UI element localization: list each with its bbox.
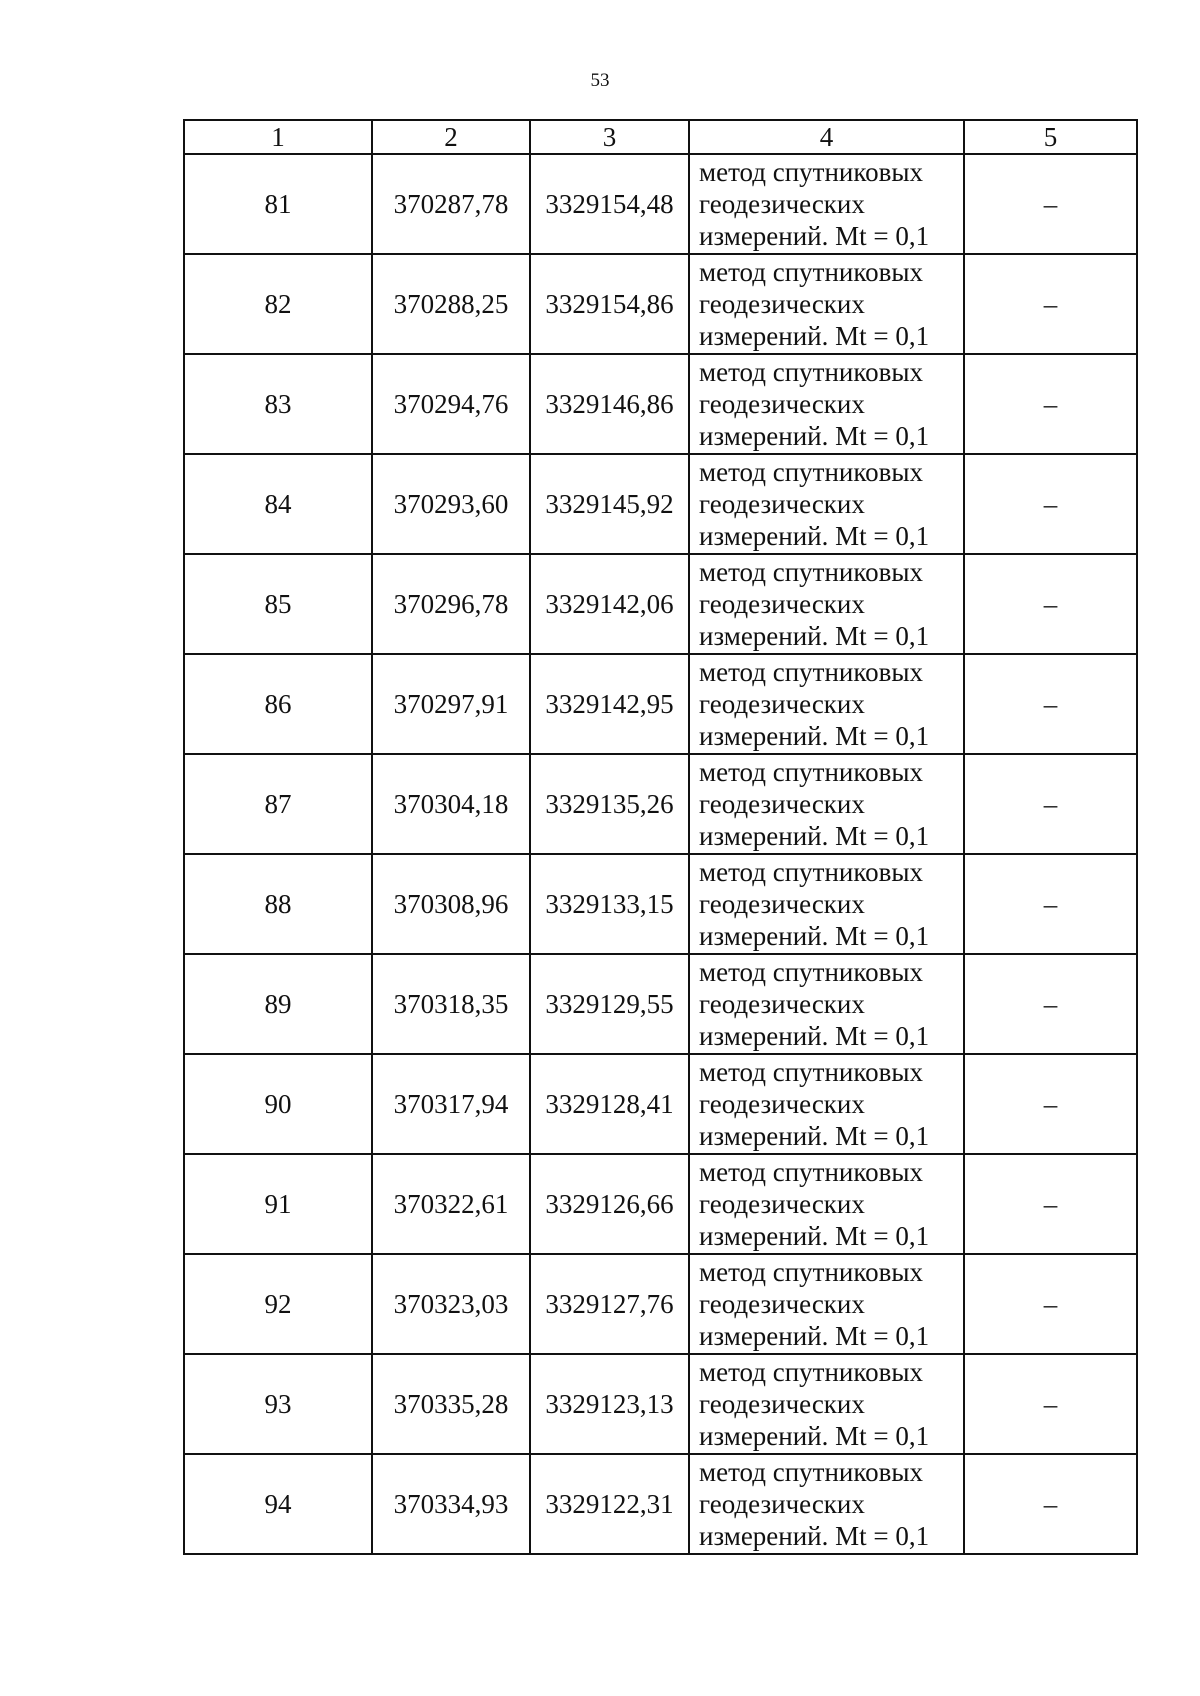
method-line: метод спутниковых bbox=[699, 257, 923, 287]
method-line: геодезических bbox=[699, 789, 865, 819]
note-cell: – bbox=[964, 554, 1137, 654]
method-line: измерений. Mt = 0,1 bbox=[699, 421, 930, 451]
point-number-cell: 87 bbox=[184, 754, 372, 854]
method-line: измерений. Mt = 0,1 bbox=[699, 1021, 930, 1051]
method-line: измерений. Mt = 0,1 bbox=[699, 1321, 930, 1351]
point-number-cell: 81 bbox=[184, 154, 372, 254]
point-number-cell: 90 bbox=[184, 1054, 372, 1154]
method-line: геодезических bbox=[699, 1389, 865, 1419]
method-cell bbox=[689, 1154, 964, 1254]
table-row bbox=[184, 354, 1137, 454]
method-cell bbox=[689, 354, 964, 454]
y-coordinate-cell: 3329135,26 bbox=[530, 754, 689, 854]
method-line: геодезических bbox=[699, 289, 865, 319]
method-line: метод спутниковых bbox=[699, 1257, 923, 1287]
table-row bbox=[184, 1454, 1137, 1554]
method-line: метод спутниковых bbox=[699, 1457, 923, 1487]
point-number-cell: 85 bbox=[184, 554, 372, 654]
method-line: метод спутниковых bbox=[699, 457, 923, 487]
method-line: геодезических bbox=[699, 389, 865, 419]
method-line: измерений. Mt = 0,1 bbox=[699, 521, 930, 551]
point-number-cell: 83 bbox=[184, 354, 372, 454]
method-cell bbox=[689, 554, 964, 654]
method-cell bbox=[689, 1254, 964, 1354]
x-coordinate-cell: 370308,96 bbox=[372, 854, 530, 954]
y-coordinate-cell: 3329122,31 bbox=[530, 1454, 689, 1554]
method-line: измерений. Mt = 0,1 bbox=[699, 221, 930, 251]
x-coordinate-cell: 370287,78 bbox=[372, 154, 530, 254]
column-header-1: 1 bbox=[184, 120, 372, 154]
x-coordinate-cell: 370318,35 bbox=[372, 954, 530, 1054]
method-line: метод спутниковых bbox=[699, 1157, 923, 1187]
y-coordinate-cell: 3329128,41 bbox=[530, 1054, 689, 1154]
method-line: геодезических bbox=[699, 1289, 865, 1319]
method-line: геодезических bbox=[699, 489, 865, 519]
method-line: геодезических bbox=[699, 1089, 865, 1119]
note-cell: – bbox=[964, 454, 1137, 554]
method-line: измерений. Mt = 0,1 bbox=[699, 1421, 930, 1451]
method-cell bbox=[689, 454, 964, 554]
note-cell: – bbox=[964, 154, 1137, 254]
x-coordinate-cell: 370296,78 bbox=[372, 554, 530, 654]
point-number-cell: 91 bbox=[184, 1154, 372, 1254]
point-number-cell: 82 bbox=[184, 254, 372, 354]
method-line: метод спутниковых bbox=[699, 1357, 923, 1387]
x-coordinate-cell: 370304,18 bbox=[372, 754, 530, 854]
x-coordinate-cell: 370297,91 bbox=[372, 654, 530, 754]
y-coordinate-cell: 3329154,48 bbox=[530, 154, 689, 254]
method-line: измерений. Mt = 0,1 bbox=[699, 921, 930, 951]
y-coordinate-cell: 3329133,15 bbox=[530, 854, 689, 954]
x-coordinate-cell: 370294,76 bbox=[372, 354, 530, 454]
method-line: метод спутниковых bbox=[699, 357, 923, 387]
method-line: геодезических bbox=[699, 1189, 865, 1219]
table-body bbox=[184, 154, 1137, 1554]
method-line: геодезических bbox=[699, 189, 865, 219]
x-coordinate-cell: 370334,93 bbox=[372, 1454, 530, 1554]
point-number-cell: 94 bbox=[184, 1454, 372, 1554]
note-cell: – bbox=[964, 1254, 1137, 1354]
method-line: метод спутниковых bbox=[699, 757, 923, 787]
note-cell: – bbox=[964, 854, 1137, 954]
page-number: 53 bbox=[590, 70, 610, 91]
method-line: метод спутниковых bbox=[699, 157, 923, 187]
method-cell bbox=[689, 254, 964, 354]
method-line: измерений. Mt = 0,1 bbox=[699, 621, 930, 651]
method-cell bbox=[689, 1454, 964, 1554]
table-row bbox=[184, 1054, 1137, 1154]
table-row bbox=[184, 654, 1137, 754]
note-cell: – bbox=[964, 1454, 1137, 1554]
y-coordinate-cell: 3329123,13 bbox=[530, 1354, 689, 1454]
point-number-cell: 88 bbox=[184, 854, 372, 954]
x-coordinate-cell: 370335,28 bbox=[372, 1354, 530, 1454]
table-row bbox=[184, 1254, 1137, 1354]
point-number-cell: 93 bbox=[184, 1354, 372, 1454]
method-line: измерений. Mt = 0,1 bbox=[699, 321, 930, 351]
note-cell: – bbox=[964, 954, 1137, 1054]
x-coordinate-cell: 370322,61 bbox=[372, 1154, 530, 1254]
method-cell bbox=[689, 1354, 964, 1454]
y-coordinate-cell: 3329129,55 bbox=[530, 954, 689, 1054]
method-line: геодезических bbox=[699, 589, 865, 619]
note-cell: – bbox=[964, 254, 1137, 354]
y-coordinate-cell: 3329145,92 bbox=[530, 454, 689, 554]
point-number-cell: 92 bbox=[184, 1254, 372, 1354]
table-row bbox=[184, 1354, 1137, 1454]
table-row bbox=[184, 554, 1137, 654]
column-header-3: 3 bbox=[530, 120, 689, 154]
point-number-cell: 84 bbox=[184, 454, 372, 554]
method-cell bbox=[689, 854, 964, 954]
note-cell: – bbox=[964, 654, 1137, 754]
table-row bbox=[184, 1154, 1137, 1254]
table-row bbox=[184, 154, 1137, 254]
method-cell bbox=[689, 754, 964, 854]
point-number-cell: 86 bbox=[184, 654, 372, 754]
method-line: геодезических bbox=[699, 889, 865, 919]
note-cell: – bbox=[964, 1154, 1137, 1254]
table-row bbox=[184, 954, 1137, 1054]
method-cell bbox=[689, 1054, 964, 1154]
table-row bbox=[184, 454, 1137, 554]
method-cell bbox=[689, 954, 964, 1054]
note-cell: – bbox=[964, 1354, 1137, 1454]
y-coordinate-cell: 3329126,66 bbox=[530, 1154, 689, 1254]
note-cell: – bbox=[964, 754, 1137, 854]
method-cell bbox=[689, 654, 964, 754]
table-row bbox=[184, 254, 1137, 354]
column-header-5: 5 bbox=[964, 120, 1137, 154]
table-row bbox=[184, 754, 1137, 854]
y-coordinate-cell: 3329127,76 bbox=[530, 1254, 689, 1354]
x-coordinate-cell: 370288,25 bbox=[372, 254, 530, 354]
method-line: измерений. Mt = 0,1 bbox=[699, 1521, 930, 1551]
method-line: метод спутниковых bbox=[699, 1057, 923, 1087]
method-line: метод спутниковых bbox=[699, 957, 923, 987]
method-line: метод спутниковых bbox=[699, 557, 923, 587]
method-line: геодезических bbox=[699, 1489, 865, 1519]
x-coordinate-cell: 370317,94 bbox=[372, 1054, 530, 1154]
x-coordinate-cell: 370323,03 bbox=[372, 1254, 530, 1354]
method-line: измерений. Mt = 0,1 bbox=[699, 821, 930, 851]
column-header-4: 4 bbox=[689, 120, 964, 154]
column-header-2: 2 bbox=[372, 120, 530, 154]
method-cell bbox=[689, 154, 964, 254]
y-coordinate-cell: 3329154,86 bbox=[530, 254, 689, 354]
x-coordinate-cell: 370293,60 bbox=[372, 454, 530, 554]
note-cell: – bbox=[964, 1054, 1137, 1154]
table-header-row bbox=[184, 120, 1137, 154]
point-number-cell: 89 bbox=[184, 954, 372, 1054]
method-line: метод спутниковых bbox=[699, 657, 923, 687]
coordinates-table bbox=[183, 119, 1138, 1555]
y-coordinate-cell: 3329142,95 bbox=[530, 654, 689, 754]
y-coordinate-cell: 3329146,86 bbox=[530, 354, 689, 454]
y-coordinate-cell: 3329142,06 bbox=[530, 554, 689, 654]
method-line: геодезических bbox=[699, 689, 865, 719]
method-line: измерений. Mt = 0,1 bbox=[699, 721, 930, 751]
note-cell: – bbox=[964, 354, 1137, 454]
method-line: измерений. Mt = 0,1 bbox=[699, 1221, 930, 1251]
method-line: измерений. Mt = 0,1 bbox=[699, 1121, 930, 1151]
method-line: метод спутниковых bbox=[699, 857, 923, 887]
table-row bbox=[184, 854, 1137, 954]
method-line: геодезических bbox=[699, 989, 865, 1019]
